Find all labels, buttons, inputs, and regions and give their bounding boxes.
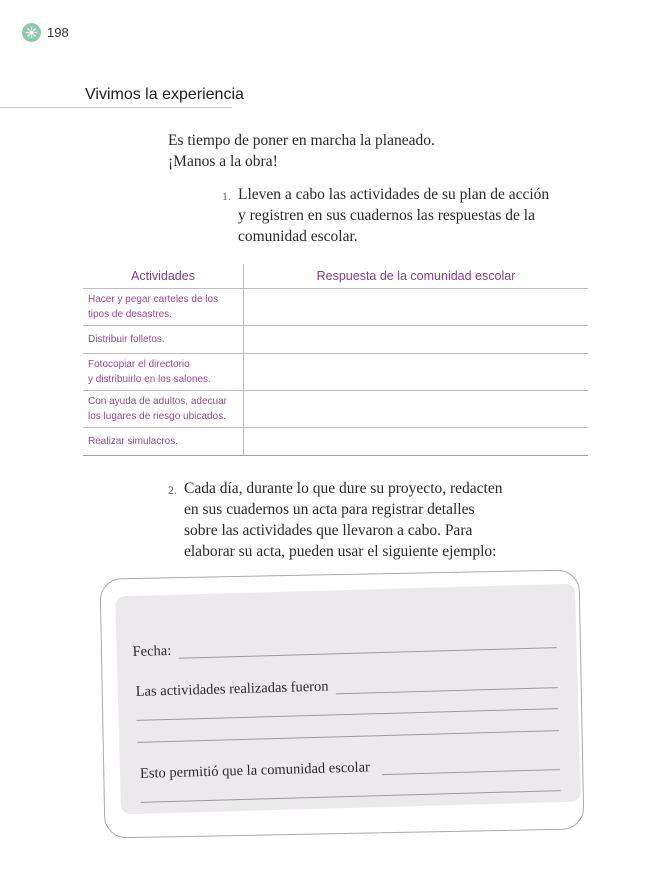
intro-line-1: Es tiempo de poner en marcha la planeado. (168, 132, 435, 149)
activity-line: y distribuirlo en los salones. (88, 374, 211, 385)
table-row (83, 428, 588, 456)
response-cell[interactable] (244, 289, 589, 326)
activity-cell (83, 428, 244, 456)
flower-icon (22, 23, 41, 42)
page-number-text: 198 (47, 24, 69, 40)
activity-cell (83, 326, 244, 354)
response-cell[interactable] (244, 326, 589, 354)
header-actividades: Actividades (83, 264, 244, 289)
activities-table (83, 264, 588, 456)
acta-example-card (115, 584, 581, 815)
writing-line[interactable] (137, 708, 559, 721)
activity-line: los lugares de riesgo ubicados. (88, 411, 226, 422)
response-cell[interactable] (244, 354, 589, 391)
instruction-number: 2. (168, 483, 177, 497)
activity-cell (83, 289, 244, 326)
fecha-label: Fecha: (132, 642, 172, 660)
writing-line[interactable] (141, 790, 561, 803)
instruction-number: 1. (222, 189, 231, 203)
activity-cell (83, 354, 244, 391)
fecha-line[interactable] (179, 647, 557, 659)
table-row (83, 391, 588, 428)
response-cell[interactable] (244, 391, 589, 428)
table-row (83, 326, 588, 354)
intro-line-2: ¡Manos a la obra! (168, 153, 278, 170)
activity-cell (83, 391, 244, 428)
header-respuesta: Respuesta de la comunidad escolar (244, 264, 589, 289)
permitio-label: Esto permitió que la comunidad escolar (139, 759, 371, 782)
activity-line: Hacer y pegar carteles de los (88, 294, 219, 305)
table-header-row (83, 264, 588, 289)
activity-line: Fotocopiar el directorio (88, 359, 190, 370)
writing-line[interactable] (137, 730, 559, 743)
response-cell[interactable] (244, 428, 589, 456)
instruction-text: Lleven a cabo las actividades de su plan de acción y registren en sus cuadernos las respuestas de la comunidad escolar. (238, 186, 550, 245)
instruction-2 (168, 478, 508, 562)
section-divider (0, 107, 232, 108)
page-number (22, 22, 69, 42)
table-row (83, 354, 588, 391)
permitio-line[interactable] (382, 769, 560, 775)
instruction-1 (222, 184, 552, 247)
actividades-label: Las actividades realizadas fueron (135, 678, 329, 700)
actividades-line[interactable] (336, 687, 558, 694)
activity-line: tipos de desastres. (88, 309, 172, 320)
intro-text (168, 130, 528, 172)
instruction-text: Cada día, durante lo que dure su proyecto, redacten en sus cuadernos un acta para registrar detalles sobre las actividades que llevaron a cabo. Para elaborar su acta, pueden usar el siguiente ejemplo: (184, 480, 503, 560)
activity-line: Realizar simulacros. (88, 436, 179, 447)
section-title: Vivimos la experiencia (85, 86, 244, 103)
activity-line: Distribuir folletos. (88, 334, 165, 345)
table-row (83, 289, 588, 326)
activity-line: Con ayuda de adultos, adecuar (88, 396, 227, 407)
